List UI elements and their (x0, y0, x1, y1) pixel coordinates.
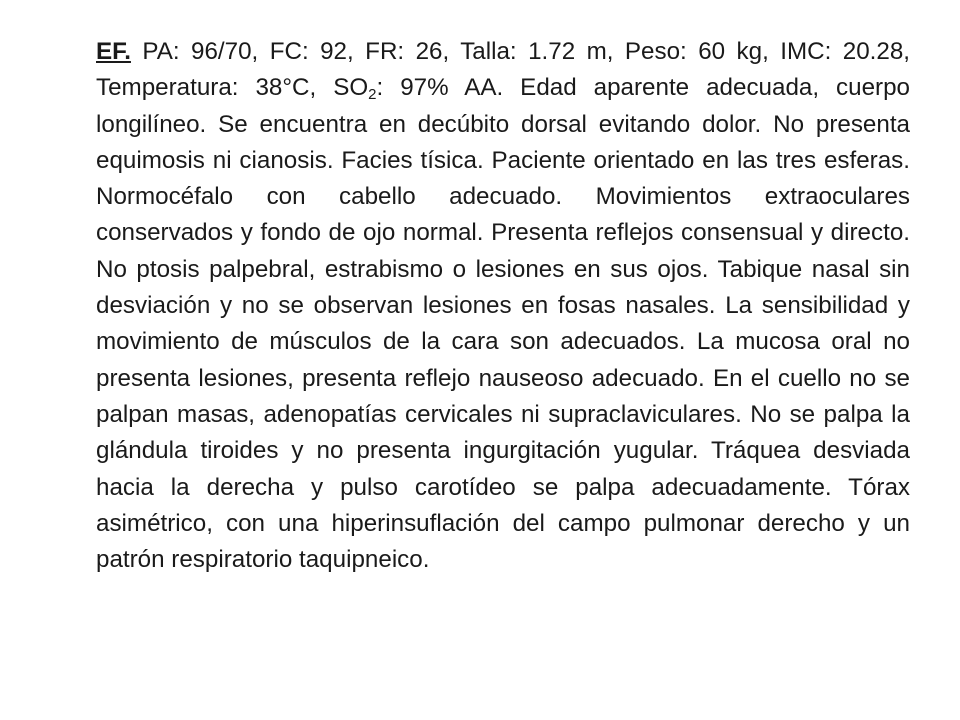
exam-label: EF. (96, 38, 131, 65)
physical-exam-paragraph (96, 34, 910, 578)
exam-findings-text: : 97% AA. Edad aparente adecuada, cuerpo longilíneo. Se encuentra en decúbito dorsal evitando dolor. No presenta equimosis ni cianosis. Facies tísica. Paciente orientado en las tres esferas. Normocéfalo con cabello adecuado. Movimientos extraoculares conservados y fondo de ojo normal. Presenta reflejos consensual y directo. No ptosis palpebral, estrabismo o lesiones en sus ojos. Tabique nasal sin desviación y no se observan lesiones en fosas nasales. La sensibilidad y movimiento de músculos de la cara son adecuados. La mucosa oral no presenta lesiones, presenta reflejo nauseoso adecuado. En el cuello no se palpan masas, adenopatías cervicales ni supraclaviculares. No se palpa la glándula tiroides y no presenta ingurgitación yugular. Tráquea desviada hacia la derecha y pulso carotídeo se palpa adecuadamente. Tórax asimétrico, con una hiperinsuflación del campo pulmonar derecho y un patrón respiratorio taquipneico. (96, 74, 910, 574)
oxygen-subscript: 2 (368, 86, 377, 104)
vitals-text: PA: 96/70, FC: 92, FR: 26, Talla: 1.72 m, Peso: 60 kg, IMC: 20.28, Temperatura: 38°C, SO (96, 38, 910, 102)
